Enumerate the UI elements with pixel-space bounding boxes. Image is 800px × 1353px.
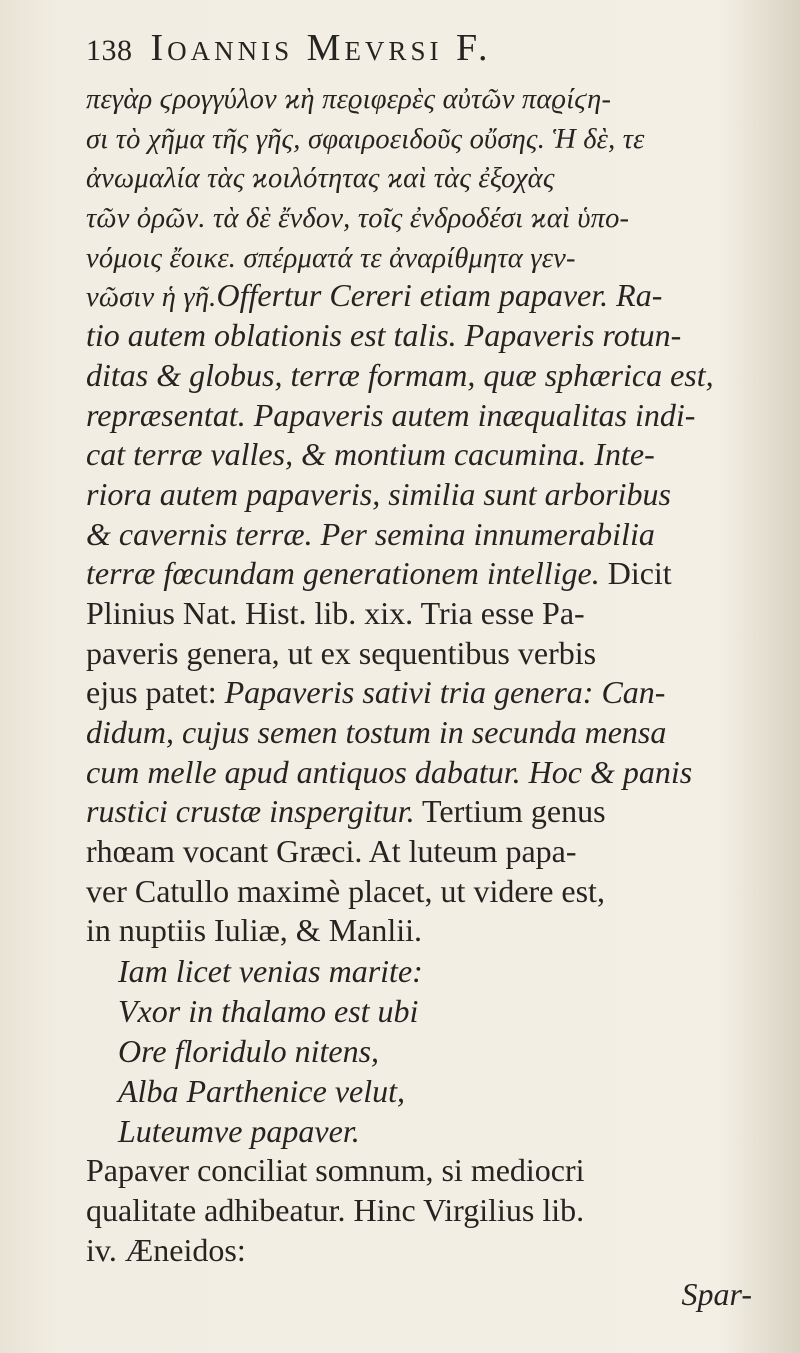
latin-text: Offertur Cereri etiam papaver. Ra-	[216, 277, 663, 314]
verse-line: Vxor in thalamo est ubi	[118, 993, 419, 1030]
latin-text: didum, cujus semen tostum in secunda mensa	[86, 714, 667, 750]
roman-text: Plinius Nat. Hist. lib. xix. Tria esse Pa-	[86, 594, 585, 631]
text-line	[86, 475, 758, 515]
text-line: iv. Æneidos:	[86, 1231, 246, 1268]
latin-text: terræ fœcundam generationem intellige.	[86, 555, 600, 592]
catchword: Spar-	[681, 1276, 752, 1313]
text-line	[86, 673, 758, 713]
greek-text: τῶν ὀρῶν. τὰ δὲ ἔνδον, τοῖς ἐνδροδέσι ϰαὶ ὑπο-	[86, 203, 630, 235]
text-line	[86, 792, 758, 832]
verse-quotation	[86, 951, 758, 1151]
latin-text: & cavernis terræ. Per semina innumerabilia	[86, 515, 655, 552]
greek-text: πεγὰρ ϛρογγύλον ϰὴ πεϱιφερὲς αὐτῶν παϱίϛη-	[86, 84, 612, 115]
text-line: qualitate adhibeatur. Hinc Virgilius lib.	[86, 1191, 585, 1228]
text-line	[86, 78, 758, 118]
page-header	[86, 26, 758, 78]
text-line	[86, 118, 758, 158]
verse-line: Iam licet venias marite:	[118, 953, 423, 990]
roman-text: ver Catullo maximè placet, ut videre est,	[86, 872, 605, 909]
text-line	[86, 911, 758, 951]
text-line	[86, 197, 758, 237]
text-line	[86, 356, 758, 396]
text-line	[86, 157, 758, 197]
greek-text: νόμοις ἔοικε. σπέρματά τε ἀναρίθμητα γεν-	[86, 242, 576, 274]
text-line	[86, 713, 758, 753]
body-text	[86, 78, 758, 951]
greek-text: ἀνωμαλία τὰς ϰοιλότητας ϰαὶ τὰς ἐξοχὰς	[86, 163, 555, 195]
greek-text: νῶσιν ἡ γῆ.	[86, 282, 217, 314]
text-line	[86, 753, 758, 793]
page-number: 138	[86, 34, 133, 67]
roman-text: Tertium genus	[414, 793, 606, 830]
text-line	[86, 316, 758, 356]
text-line	[86, 594, 758, 634]
roman-text: paveris genera, ut ex sequentibus verbis	[86, 634, 597, 671]
latin-text: tio autem oblationis est talis. Papaveris rotun-	[86, 317, 682, 354]
latin-text: rustici crustæ inspergitur.	[86, 793, 415, 830]
verse-line: Ore floridulo nitens,	[118, 1033, 380, 1070]
latin-text: cum melle apud antiquos dabatur. Hoc & panis	[86, 753, 693, 790]
text-line	[86, 396, 758, 436]
text-line	[86, 435, 758, 475]
text-line	[86, 276, 758, 316]
latin-text: riora autem papaveris, similia sunt arboribus	[86, 475, 671, 512]
text-line	[86, 515, 758, 555]
verse-line: Luteumve papaver.	[118, 1113, 360, 1150]
text-line	[86, 554, 758, 594]
verse-line: Alba Parthenice velut,	[118, 1073, 406, 1110]
text-line	[86, 237, 758, 277]
greek-text: σι τὸ χῆμα τῆς γῆς, σφαιροειδοῦς οὔσης. Ἡ δὲ, τε	[86, 123, 645, 155]
text-line	[86, 832, 758, 872]
roman-text: rhœam vocant Græci. At luteum papa-	[86, 833, 577, 870]
running-title: Ioannis Mevrsi F.	[150, 27, 492, 69]
latin-text: repræsentat. Papaveris autem inæqualitas indi-	[86, 396, 696, 433]
latin-text: ditas & globus, terræ formam, quæ sphærica est,	[86, 356, 714, 393]
closing-text	[86, 1151, 758, 1270]
roman-text: Dicit	[599, 555, 672, 592]
latin-text: cat terræ valles, & montium cacumina. Inte-	[86, 436, 655, 473]
text-line	[86, 634, 758, 674]
roman-text: ejus patet:	[86, 674, 225, 711]
text-line: Papaver conciliat somnum, si mediocri	[86, 1152, 585, 1189]
latin-text: Papaveris sativi tria genera: Can-	[224, 674, 666, 711]
text-line	[86, 872, 758, 912]
roman-text: in nuptiis Iuliæ, & Manlii.	[86, 912, 423, 949]
